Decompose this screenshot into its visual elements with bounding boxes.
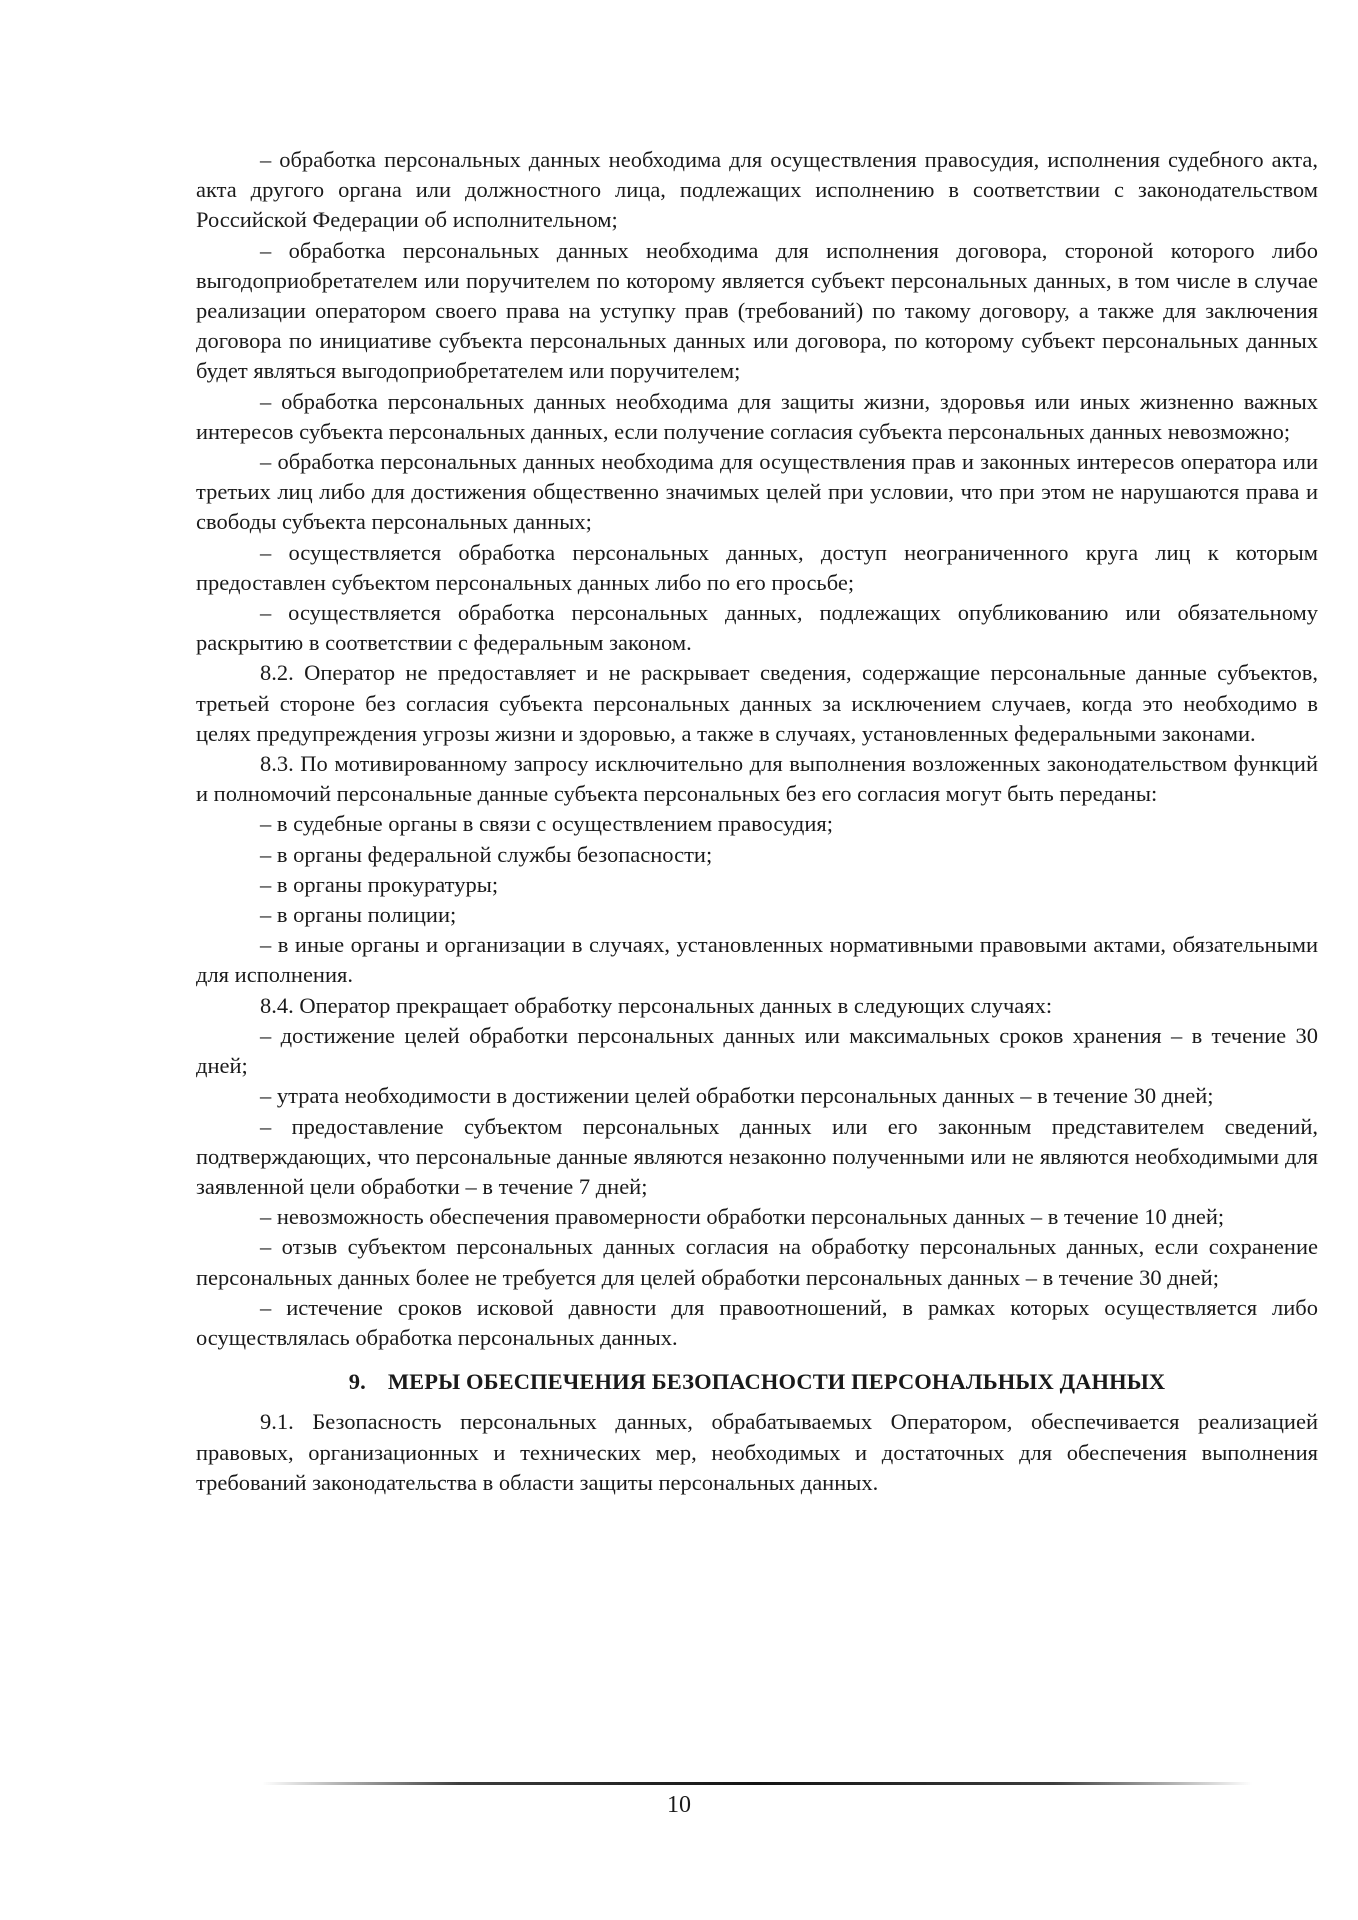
paragraph: – достижение целей обработки персональных данных или максимальных сроков хранения – в течение 30 дней; bbox=[196, 1022, 1318, 1079]
paragraph: – в органы федеральной службы безопасности; bbox=[260, 841, 713, 867]
page-body bbox=[196, 145, 1318, 1498]
section-title: МЕРЫ ОБЕСПЕЧЕНИЯ БЕЗОПАСНОСТИ ПЕРСОНАЛЬНЫХ ДАННЫХ bbox=[387, 1369, 1166, 1395]
paragraph: – невозможность обеспечения правомерности обработки персональных данных – в течение 10 дней; bbox=[260, 1204, 1225, 1230]
paragraph: – осуществляется обработка персональных данных, подлежащих опубликованию или обязательному раскрытию в соответствии с федеральным законом. bbox=[196, 600, 1318, 656]
paragraph: – обработка персональных данных необходима для исполнения договора, стороной которого либо выгодоприобретателем или поручителем по которому является субъект персональных данных, в том числе в случае реализации оператором своего права на уступку прав (требований) по такому договору, а также для заключения договора по инициативе субъекта персональных данных или договора, по которому субъект персональных данных будет являться выгодоприобретателем или поручителем; bbox=[196, 237, 1318, 384]
paragraph: – отзыв субъектом персональных данных согласия на обработку персональных данных, если сохранение персональных данных более не требуется для целей обработки персональных данных – в течение 30 дней; bbox=[196, 1234, 1318, 1290]
paragraph: – в судебные органы в связи с осуществлением правосудия; bbox=[260, 811, 833, 837]
paragraph: – обработка персональных данных необходима для осуществления прав и законных интересов оператора или третьих лиц либо для достижения общественно значимых целей при условии, что при этом не нарушаются права и свободы субъекта персональных данных; bbox=[196, 449, 1318, 535]
paragraph: – обработка персональных данных необходима для осуществления правосудия, исполнения судебного акта, акта другого органа или должностного лица, подлежащих исполнению в соответствии с законодательством Российской Федерации об исполнительном; bbox=[196, 147, 1318, 233]
paragraph: – предоставление субъектом персональных данных или его законным представителем сведений, подтверждающих, что персональные данные являются незаконно полученными или не являются необходимыми для заявленной цели обработки – в течение 7 дней; bbox=[196, 1113, 1318, 1199]
page-number: 10 bbox=[667, 1792, 691, 1818]
paragraph: – в органы полиции; bbox=[260, 902, 457, 928]
section-heading bbox=[196, 1367, 1318, 1397]
paragraph: 8.4. Оператор прекращает обработку персональных данных в следующих случаях: bbox=[260, 992, 1053, 1018]
paragraph: – в органы прокуратуры; bbox=[260, 871, 499, 897]
footer-divider bbox=[262, 1782, 1252, 1785]
paragraph: – осуществляется обработка персональных данных, доступ неограниченного круга лиц к которым предоставлен субъектом персональных данных либо по его просьбе; bbox=[196, 539, 1318, 595]
paragraph: – истечение сроков исковой давности для правоотношений, в рамках которых осуществляется либо осуществлялась обработка персональных данных. bbox=[196, 1294, 1318, 1350]
paragraph: – обработка персональных данных необходима для защиты жизни, здоровья или иных жизненно важных интересов субъекта персональных данных, если получение согласия субъекта персональных данных невозможно; bbox=[196, 388, 1318, 444]
paragraph: 9.1. Безопасность персональных данных, обрабатываемых Оператором, обеспечивается реализацией правовых, организационных и технических мер, необходимых и достаточных для обеспечения выполнения требований законодательства в области защиты персональных данных. bbox=[196, 1409, 1318, 1495]
paragraph: 8.3. По мотивированному запросу исключительно для выполнения возложенных законодательством функций и полномочий персональные данные субъекта персональных без его согласия могут быть переданы: bbox=[196, 751, 1318, 807]
paragraph: – утрата необходимости в достижении целей обработки персональных данных – в течение 30 дней; bbox=[260, 1083, 1214, 1109]
paragraph: 8.2. Оператор не предоставляет и не раскрывает сведения, содержащие персональные данные субъектов, третьей стороне без согласия субъекта персональных данных за исключением случаев, когда это необходимо в целях предупреждения угрозы жизни и здоровью, а также в случаях, установленных федеральными законами. bbox=[196, 660, 1318, 746]
section-number: 9. bbox=[348, 1369, 366, 1395]
paragraph: – в иные органы и организации в случаях, установленных нормативными правовыми актами, обязательными для исполнения. bbox=[196, 932, 1318, 988]
